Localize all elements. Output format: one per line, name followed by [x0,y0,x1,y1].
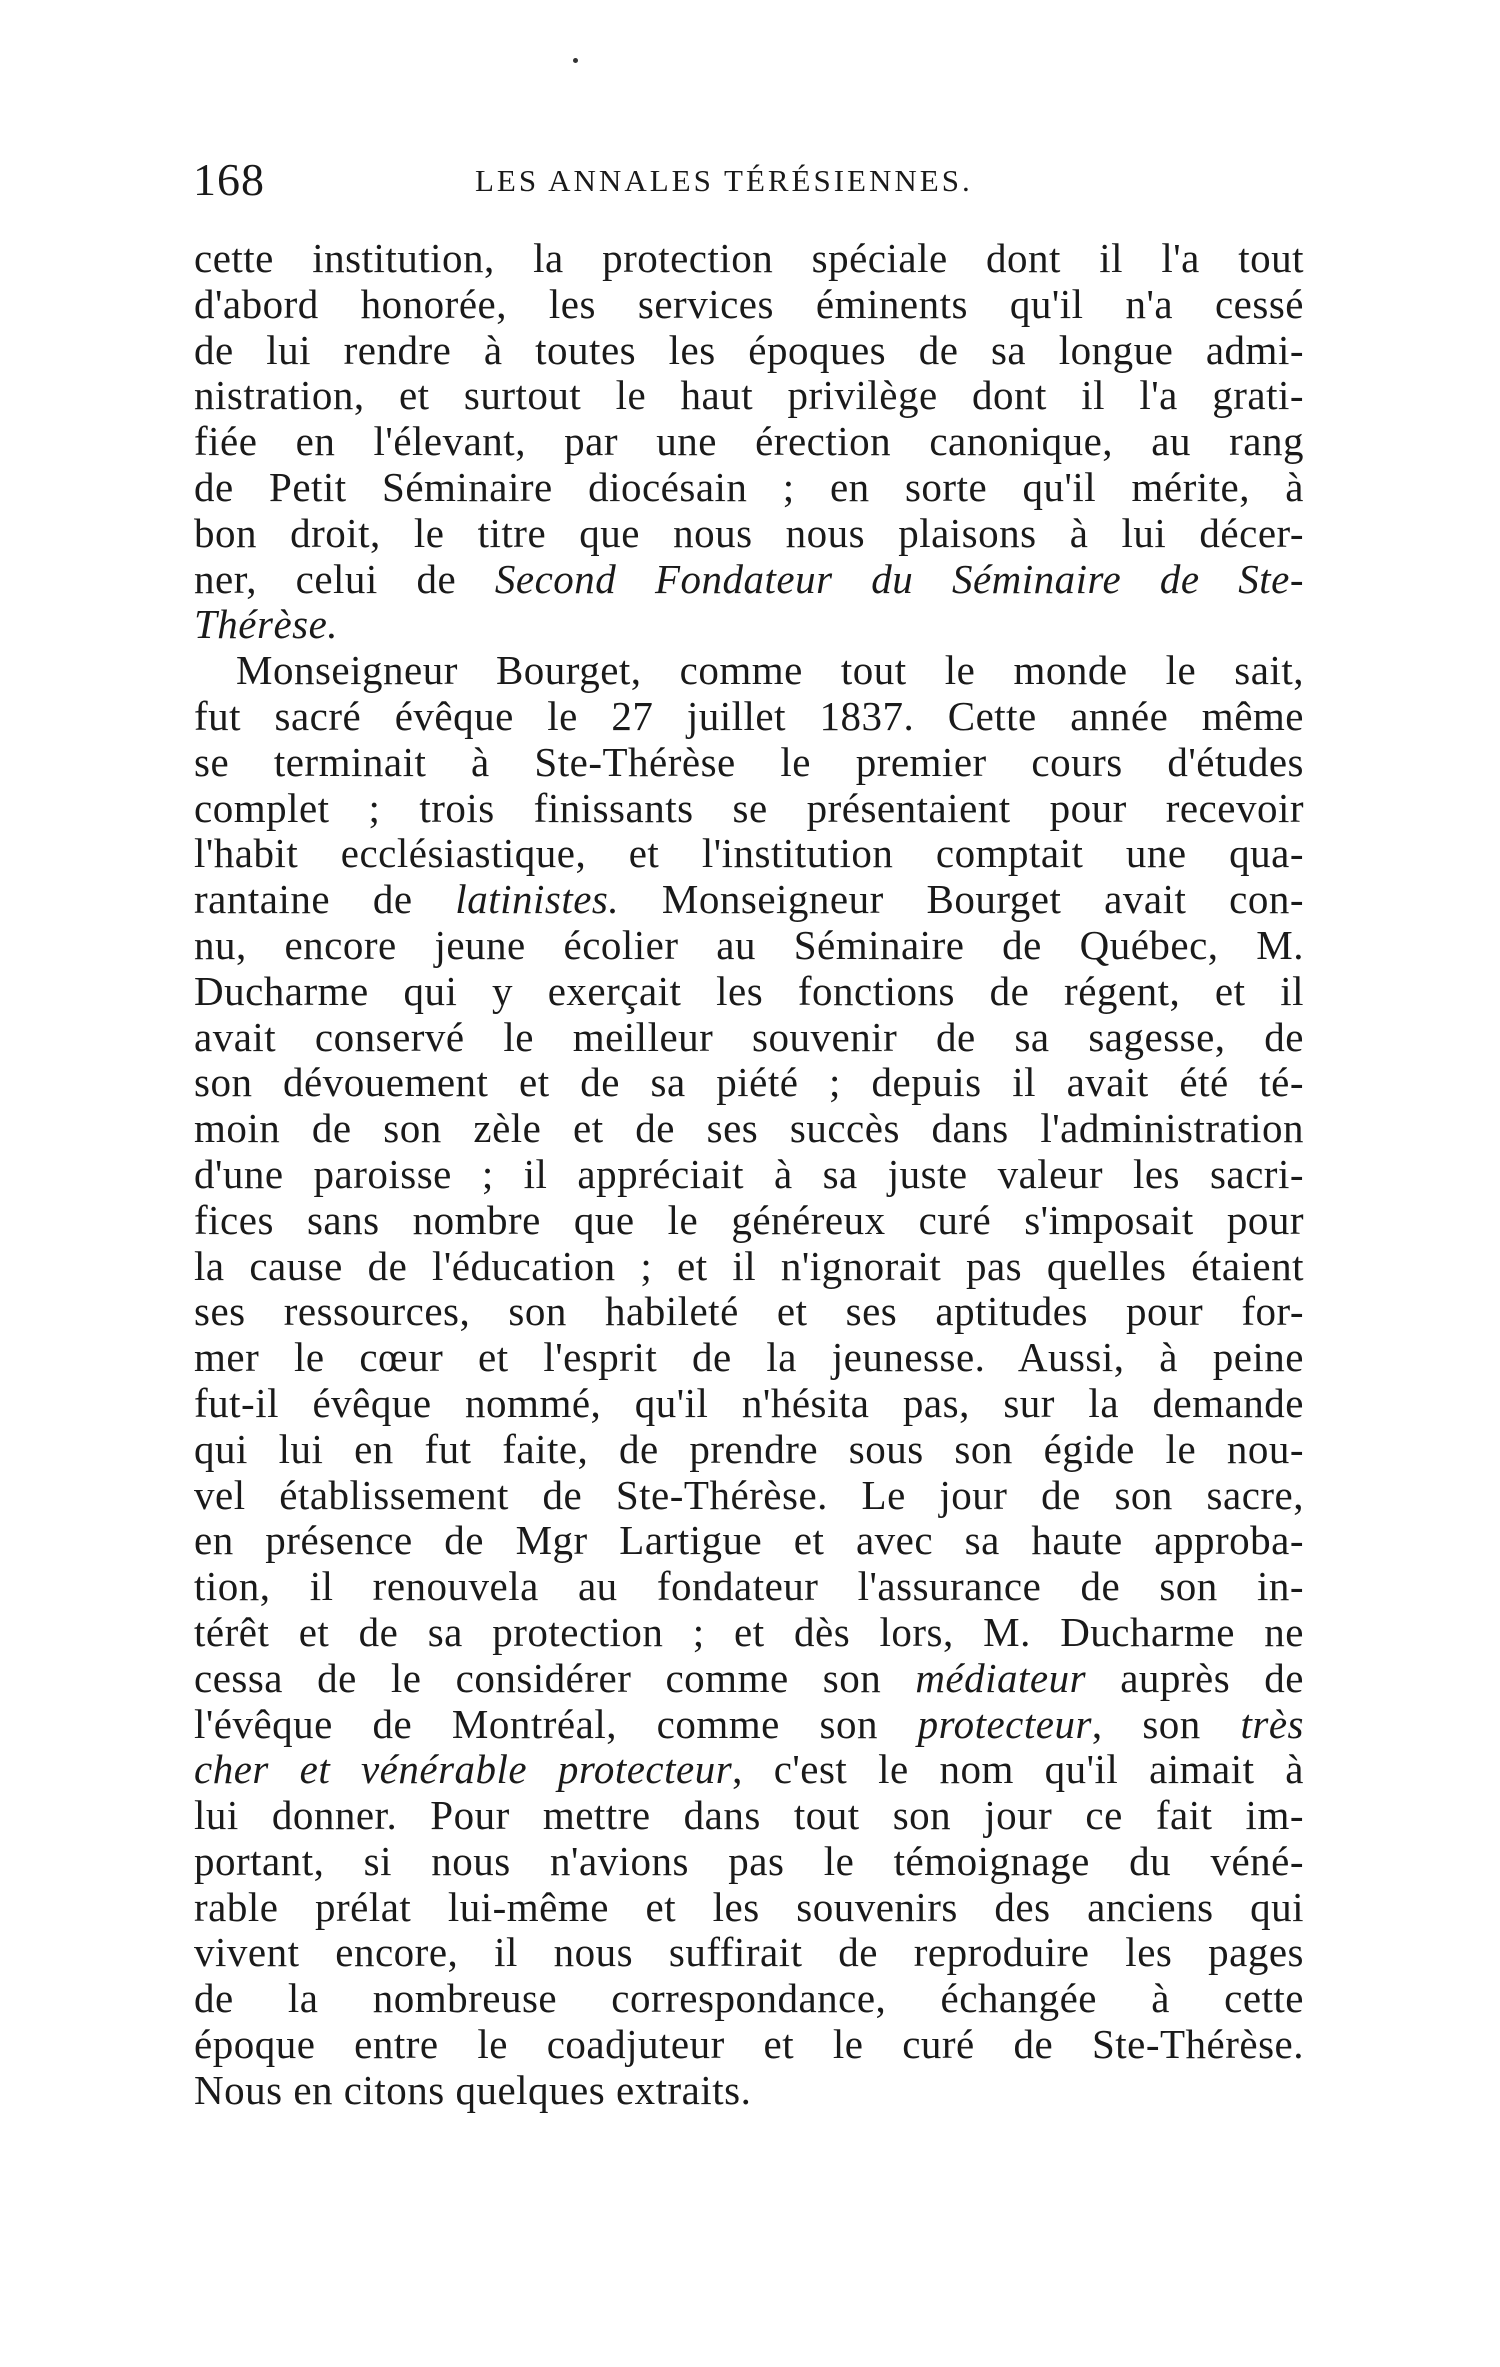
text-line [194,1793,1304,1839]
text-line [194,923,1304,969]
text-line [194,2022,1304,2068]
text-segment: cette institution, la protection spéciale dont il l'a tout [194,236,1304,281]
page-number: 168 [193,154,265,205]
text-segment: en présence de Mgr Lartigue et avec sa haute approba- [194,1518,1304,1564]
text-segment: de la nombreuse correspondance, échangée à cette [194,1976,1304,2022]
text-segment: , c'est le nom qu'il aimait à [732,1747,1304,1793]
text-line [194,694,1304,740]
text-segment: l'évêque de Montréal, comme son [194,1701,918,1747]
text-line [194,1244,1304,1290]
text-segment: Monseigneur Bourget avait con- [619,877,1304,923]
text-segment: de Petit Séminaire diocésain ; en sorte qu'il mérite, à [194,464,1304,510]
text-segment: Ducharme qui y exerçait les fonctions de régent, et il [194,968,1304,1014]
text-segment: fiée en l'élevant, par une érection canonique, au rang [194,419,1304,465]
text-segment: d'une paroisse ; il appréciait à sa juste valeur les sacri- [194,1151,1304,1197]
italic-text-segment: médiateur [915,1655,1087,1701]
text-segment: la cause de l'éducation ; et il n'ignorait pas quelles étaient [194,1243,1304,1289]
text-segment: d'abord honorée, les services éminents qu'il n'a cessé [194,281,1304,327]
text-segment: Monseigneur Bourget, comme tout le monde le sait, [236,648,1304,694]
text-line [194,1518,1304,1564]
text-segment: vel établissement de Ste-Thérèse. Le jour de son sacre, [194,1472,1304,1518]
text-segment: rantaine de [194,877,456,923]
text-segment: moin de son zèle et de ses succès dans l'administration [194,1106,1304,1152]
text-segment: qui lui en fut faite, de prendre sous son égide le nou- [194,1426,1304,1472]
text-line [194,1564,1304,1610]
text-segment: , son [1091,1701,1241,1747]
text-line [194,282,1304,328]
text-line [194,419,1304,465]
text-segment: térêt et de sa protection ; et dès lors, M. Ducharme ne [194,1609,1304,1655]
text-line [194,740,1304,786]
text-line [194,465,1304,511]
italic-text-segment: Thérèse. [194,602,339,648]
text-segment: tion, il renouvela au fondateur l'assurance de son in- [194,1564,1304,1610]
text-segment: l'habit ecclésiastique, et l'institution comptait une qua- [194,831,1304,877]
text-line [194,1152,1304,1198]
text-line [194,648,1304,694]
text-line [194,1702,1304,1748]
text-line [194,557,1304,603]
text-line [194,236,1304,282]
text-segment: rable prélat lui-même et les souvenirs des anciens qui [194,1884,1304,1930]
text-segment: Nous en citons quelques extraits. [194,2067,752,2113]
text-line [194,1610,1304,1656]
text-segment: avait conservé le meilleur souvenir de sa sagesse, de [194,1014,1304,1060]
italic-text-segment: latinistes. [455,877,620,923]
text-line [194,602,1304,648]
text-segment: cessa de le considérer comme son [194,1655,916,1701]
text-segment: ner, celui de [194,556,495,602]
text-line [194,1885,1304,1931]
body-text [194,236,1304,2114]
text-segment: mer le cœur et l'esprit de la jeunesse. Aussi, à peine [194,1335,1304,1381]
text-line [194,2068,1304,2114]
text-segment: fut sacré évêque le 27 juillet 1837. Cette année même [194,693,1304,739]
text-line [194,1427,1304,1473]
page-header [193,150,1333,210]
text-line [194,1198,1304,1244]
text-segment: nistration, et surtout le haut privilège dont il l'a grati- [194,373,1304,419]
text-segment: fices sans nombre que le généreux curé s'imposait pour [194,1197,1304,1243]
italic-text-segment: très [1240,1701,1304,1747]
text-line [194,1473,1304,1519]
text-segment: complet ; trois finissants se présentaient pour recevoir [194,785,1304,831]
speck-mark [573,58,578,63]
text-line [194,373,1304,419]
text-segment: vivent encore, il nous suffirait de reproduire les pages [194,1930,1304,1976]
text-line [194,1289,1304,1335]
text-line [194,969,1304,1015]
italic-text-segment: protecteur [917,1701,1092,1747]
text-segment: lui donner. Pour mettre dans tout son jour ce fait im- [194,1793,1304,1839]
text-line [194,1381,1304,1427]
text-line [194,786,1304,832]
text-segment: se terminait à Ste-Thérèse le premier cours d'études [194,739,1304,785]
text-segment: portant, si nous n'avions pas le témoignage du véné- [194,1838,1304,1884]
italic-text-segment: Second Fondateur du Séminaire de Ste- [494,556,1304,602]
text-segment: son dévouement et de sa piété ; depuis il avait été té- [194,1060,1304,1106]
text-segment: de lui rendre à toutes les époques de sa longue admi- [194,327,1304,373]
running-title: LES ANNALES TÉRÉSIENNES. [475,163,973,198]
text-segment: auprès de [1086,1655,1304,1701]
text-segment: ses ressources, son habileté et ses aptitudes pour for- [194,1289,1304,1335]
text-line [194,1930,1304,1976]
text-line [194,1839,1304,1885]
text-line [194,877,1304,923]
text-line [194,1015,1304,1061]
text-segment: fut-il évêque nommé, qu'il n'hésita pas, sur la demande [194,1380,1304,1426]
text-line [194,1976,1304,2022]
text-line [194,1106,1304,1152]
text-line [194,511,1304,557]
text-line [194,1335,1304,1381]
text-segment: bon droit, le titre que nous nous plaisons à lui décer- [194,510,1304,556]
text-line [194,1060,1304,1106]
text-segment: époque entre le coadjuteur et le curé de Ste-Thérèse. [194,2022,1304,2068]
text-line [194,1747,1304,1793]
text-line [194,1656,1304,1702]
italic-text-segment: cher et vénérable protecteur [194,1747,733,1793]
text-line [194,831,1304,877]
text-segment: nu, encore jeune écolier au Séminaire de Québec, M. [194,922,1304,968]
text-line [194,328,1304,374]
